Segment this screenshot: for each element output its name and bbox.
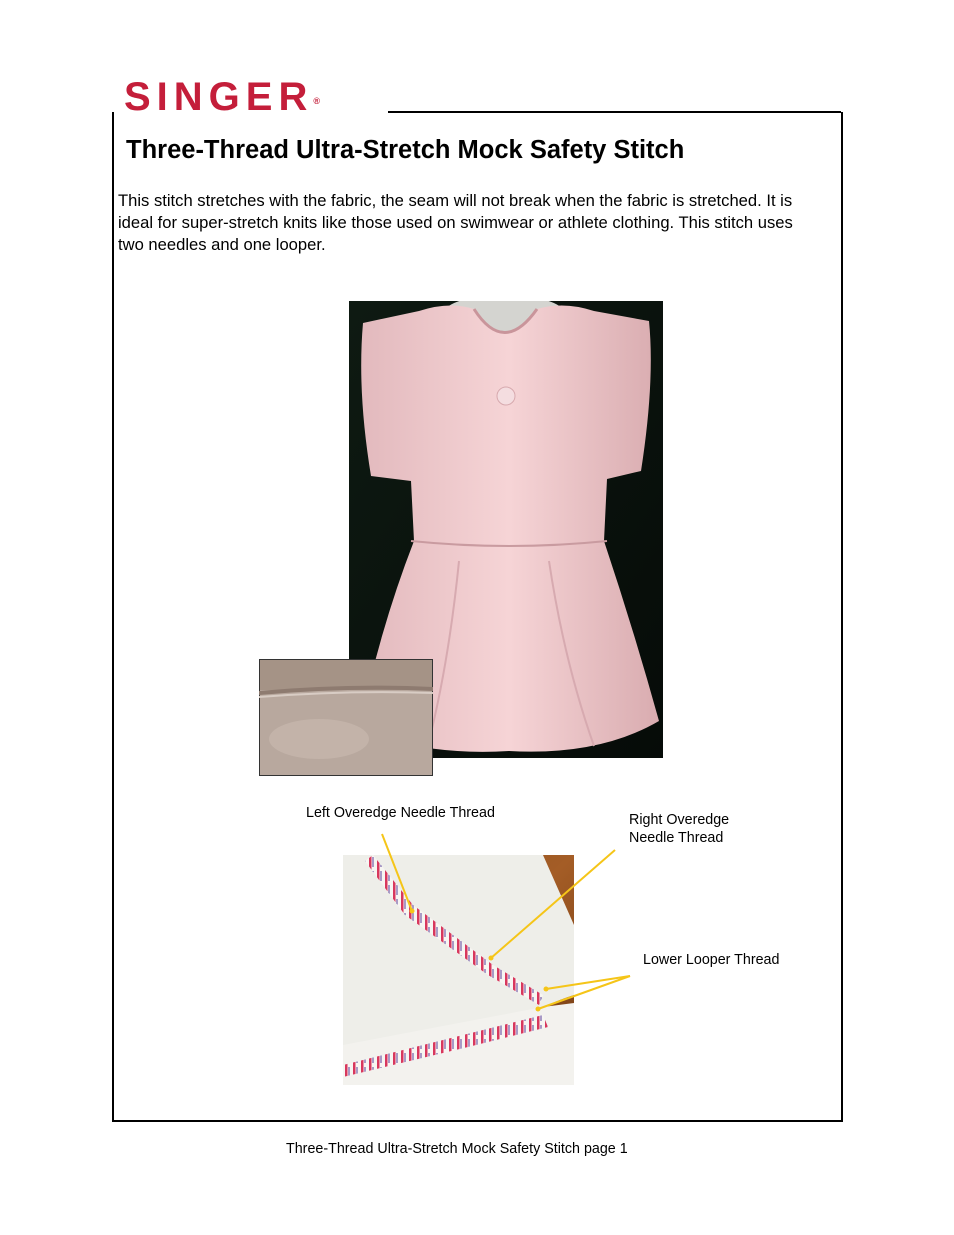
label-right-line2: Needle Thread <box>629 830 724 846</box>
logo-text: SINGER <box>124 75 314 119</box>
registered-mark: ® <box>313 96 320 106</box>
stitch-closeup-photo <box>343 855 574 1085</box>
label-right-line1: Right Overedge <box>629 812 730 828</box>
fabric-detail-photo <box>259 659 433 776</box>
label-lower-looper: Lower Looper Thread <box>643 952 780 968</box>
page-title: Three-Thread Ultra-Stretch Mock Safety Stitch <box>126 136 685 164</box>
intro-paragraph: This stitch stretches with the fabric, the seam will not break when the fabric is stretched. It is ideal for super-stretch knits like those used on swimwear or athlete clothing. This stitch uses two needles and one looper. <box>118 191 793 254</box>
label-left-overedge-needle: Left Overedge Needle Thread <box>306 805 495 821</box>
page-footer: Three-Thread Ultra-Stretch Mock Safety Stitch page 1 <box>286 1141 628 1157</box>
label-right-overedge-needle <box>629 811 729 847</box>
